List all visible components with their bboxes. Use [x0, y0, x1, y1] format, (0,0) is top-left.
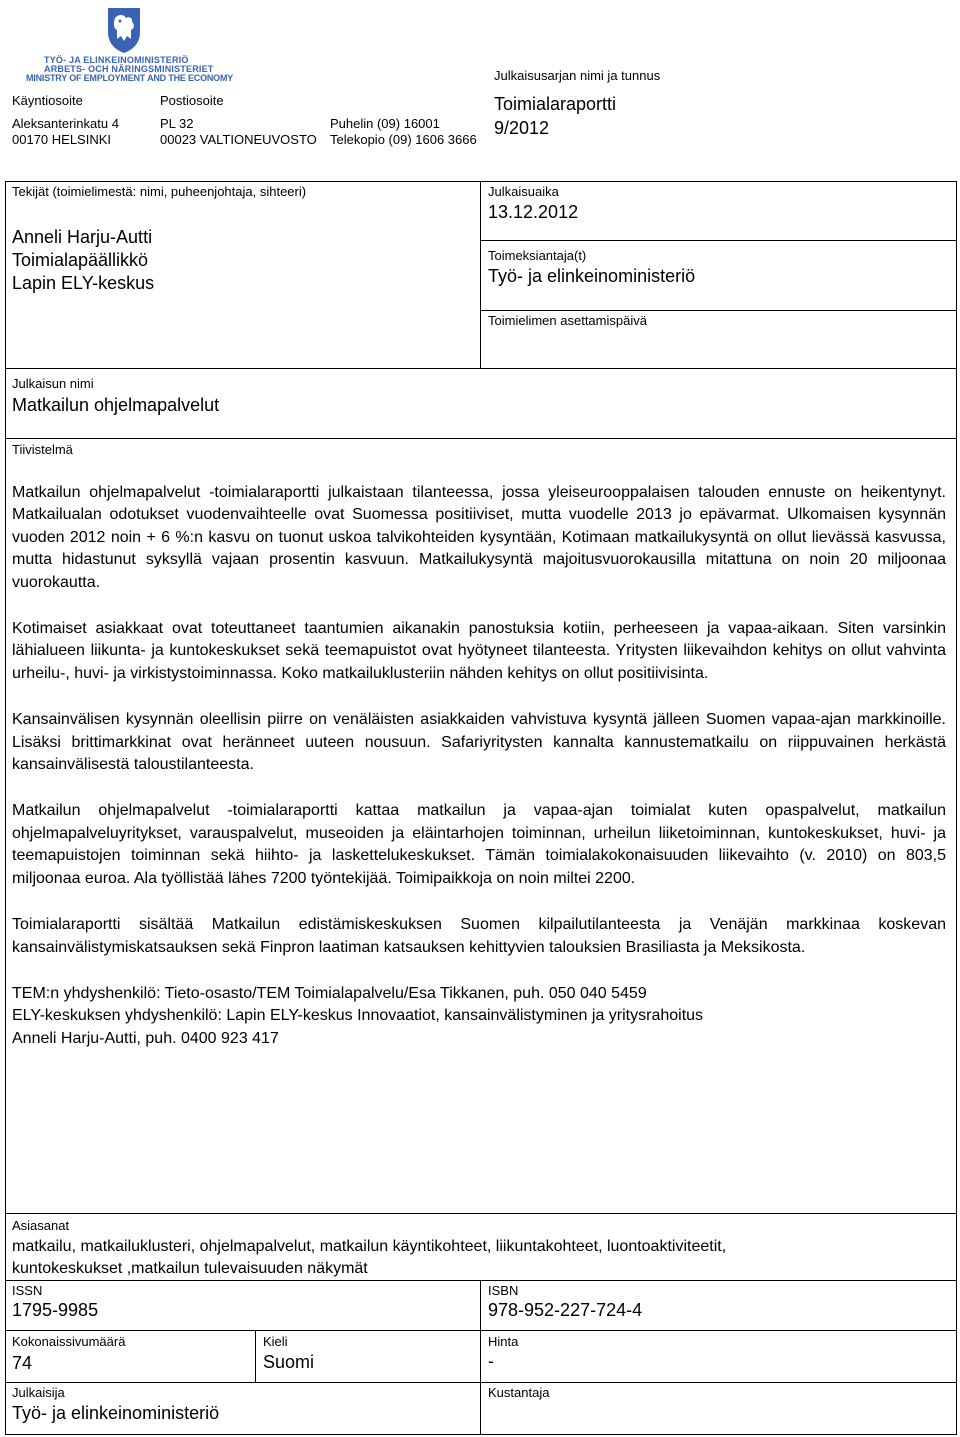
post-address: [160, 93, 317, 148]
contact-ely: ELY-keskuksen yhdyshenkilö: Lapin ELY-keskus Innovaatiot, kansainvälistyminen ja yritysrahoitus: [12, 1007, 704, 1025]
logo-line-sv: ARBETS- OCH NÄRINGSMINISTERIET: [44, 64, 214, 74]
ministry-logo: [24, 6, 234, 83]
fax: Telekopio (09) 1606 3666: [330, 132, 477, 147]
isbn-label: ISBN: [488, 1283, 519, 1298]
author-name: Anneli Harju-Autti: [12, 227, 153, 247]
pages-value: 74: [12, 1353, 33, 1373]
lion-seal-icon: [104, 6, 144, 54]
visit-label: Käyntiosoite: [12, 93, 83, 108]
abstract-paragraph-3: Kansainvälisen kysynnän oleellisin piirre on venäläisten asiakkaiden vahvistuva kysyntä jälleen Suomen vapaa-ajan markkinoille. Lisäksi brittimarkkinat ovat heränneet uuteen nousuun. Safariyritysten kannalta kannustematkailu on riippuvainen herkästä kansainvälisestä taloustilanteesta.: [12, 711, 946, 774]
commissioner-label: Toimeksiantaja(t): [488, 248, 587, 263]
board-date-label: Toimielimen asettamispäivä: [488, 313, 647, 328]
visit-address: [12, 93, 119, 148]
abstract-paragraph-4: Matkailun ohjelmapalvelut -toimialaraportti kattaa matkailun ja vapaa-ajan toimialat kuten opaspalvelut, matkailun ohjelmapalveluyritykset, varauspalvelut, museoiden ja eläintarhojen toiminnan, urheilun liiketoiminnan, kuntokeskukset, huvi- ja teemapuistojen toiminnan sekä hiihto- ja laskettelukeskukset. Tämän toimialakokonaisuuden liikevaihto (v. 2010) on 803,5 miljoonaa euroa. Ala työllistää lähes 7200 työntekijää. Toimipaikkoja on noin miltei 2200.: [12, 802, 946, 887]
pubdate-value: 13.12.2012: [488, 202, 579, 222]
abstract-body: [12, 482, 946, 1050]
language-value: Suomi: [263, 1352, 315, 1372]
contact-tem: TEM:n yhdyshenkilö: Tieto-osasto/TEM Toimialapalvelu/Esa Tikkanen, puh. 050 040 5459: [12, 984, 647, 1002]
author-title: Toimialapäällikkö: [12, 250, 149, 270]
keywords-line-2: kuntokeskukset ,matkailun tulevaisuuden näkymät: [12, 1260, 368, 1277]
price-label: Hinta: [488, 1334, 519, 1349]
logo-line-en: MINISTRY OF EMPLOYMENT AND THE ECONOMY: [26, 73, 234, 83]
series-number: 9/2012: [494, 118, 550, 138]
pages-label: Kokonaissivumäärä: [12, 1334, 126, 1349]
author-org: Lapin ELY-keskus: [12, 273, 155, 293]
post-city: 00023 VALTIONEUVOSTO: [160, 132, 317, 147]
pub-name-value: Matkailun ohjelmapalvelut: [12, 395, 220, 415]
price-value: -: [488, 1351, 494, 1371]
abstract-label: Tiivistelmä: [12, 442, 73, 457]
phone: Puhelin (09) 16001: [330, 116, 440, 131]
abstract-paragraph-5: Toimialaraportti sisältää Matkailun edistämiskeskuksen Suomen kilpailutilanteesta ja Venäjän markkinaa koskevan kansainvälistymiskatsauksen sekä Finpron laatiman katsauksen kehittyvien talouksien Brasiliasta ja Meksikosta.: [12, 916, 946, 956]
publisher-label: Julkaisija: [12, 1385, 65, 1400]
contact-person: Anneli Harju-Autti, puh. 0400 923 417: [12, 1029, 279, 1047]
isbn-value: 978-952-227-724-4: [488, 1300, 643, 1320]
visit-city: 00170 HELSINKI: [12, 132, 112, 147]
pubdate-label: Julkaisuaika: [488, 184, 559, 199]
series-label: Julkaisusarjan nimi ja tunnus: [494, 68, 661, 83]
issn-value: 1795-9985: [12, 1300, 99, 1320]
publisher-value: Työ- ja elinkeinoministeriö: [12, 1403, 220, 1423]
series-name: Toimialaraportti: [494, 94, 617, 114]
issn-label: ISSN: [12, 1283, 43, 1298]
language-label: Kieli: [263, 1334, 288, 1349]
authors-label: Tekijät (toimielimestä: nimi, puheenjohtaja, sihteeri): [12, 184, 307, 199]
keywords-line-1: matkailu, matkailuklusteri, ohjelmapalvelut, matkailun käyntikohteet, liikuntakohteet, luontoaktiviteetit,: [12, 1238, 727, 1255]
keywords-label: Asiasanat: [12, 1218, 70, 1233]
post-label: Postiosoite: [160, 93, 224, 108]
contact-info: [12, 983, 946, 1050]
visit-street: Aleksanterinkatu 4: [12, 116, 119, 131]
logo-line-fi: TYÖ- JA ELINKEINOMINISTERIÖ: [44, 55, 189, 65]
commissioner-value: Työ- ja elinkeinoministeriö: [488, 266, 696, 286]
post-box: PL 32: [160, 116, 194, 131]
pub-name-label: Julkaisun nimi: [12, 376, 94, 391]
distributor-label: Kustantaja: [488, 1385, 550, 1400]
abstract-paragraph-1: Matkailun ohjelmapalvelut -toimialaraportti julkaistaan tilanteessa, jossa yleiseurooppalaisen talouden ennuste on heikentynyt. Matkailualan odotukset vuodenvaihteelle ovat Suomessa positiiviset, mutta vuodelle 2013 jo epävarmat. Ulkomaisen kysynnän vuoden 2012 noin + 6 %:n kasvu on tuonut uskoa talvikohteiden kysyntään, Kotimaan matkailukysyntä on ollut lievässä kasvussa, mutta hidastunut syksyllä vajaan prosentin kasvuun. Matkailukysyntä majoitusvuorokausilla mitattuna on noin 20 miljoonaa vuorokautta.: [12, 484, 946, 591]
phone-info: [330, 116, 477, 148]
abstract-paragraph-2: Kotimaiset asiakkaat ovat toteuttaneet taantumien aikanakin panostuksia kotiin, perheeseen ja vapaa-aikaan. Siten varsinkin lähialueen liikunta- ja kuntokeskukset sekä teemapuistot ovat hyötyneet tilanteesta. Yritysten liikevaihdon kehitys on ollut vahvinta urheilu-, huvi- ja virkistystoiminnassa. Koko matkailuklusteriin nähden kehitys on ollut positiivisinta.: [12, 620, 946, 682]
